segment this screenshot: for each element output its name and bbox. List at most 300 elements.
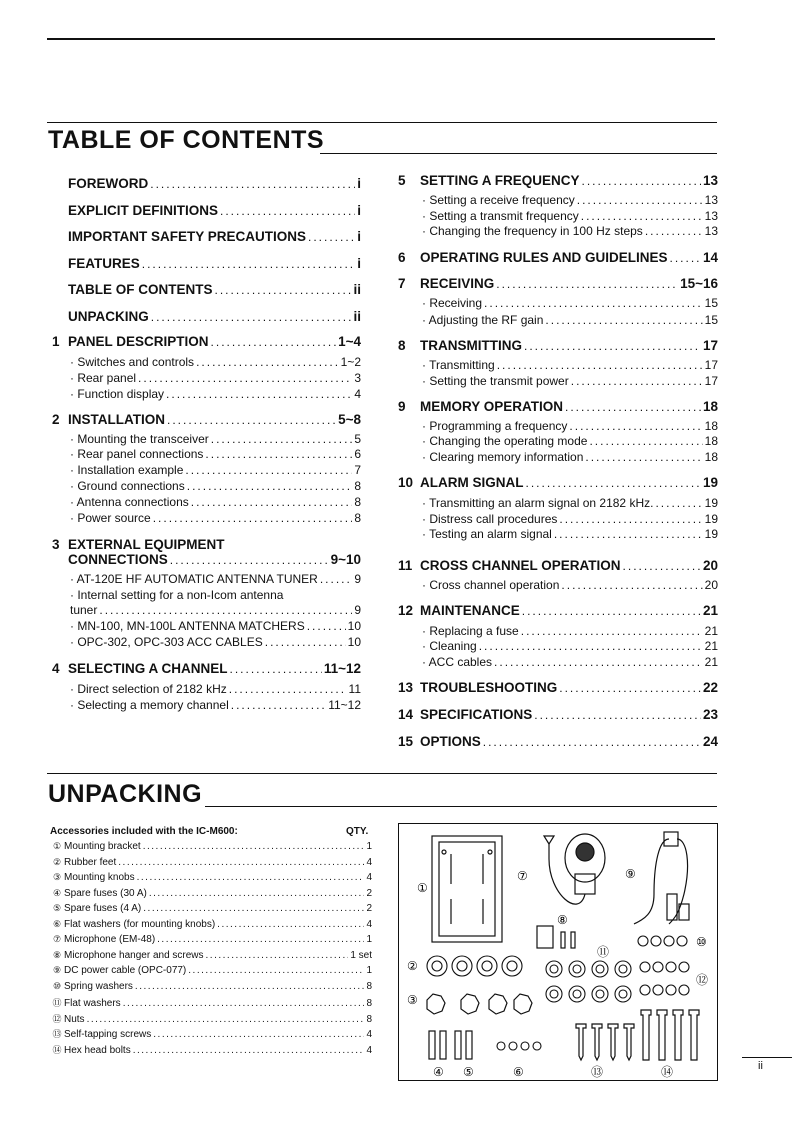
accessory-number: ⑪ [52, 998, 62, 1008]
accessory-name: Mounting knobs [64, 872, 135, 883]
toc-leader [231, 698, 326, 712]
toc-leader [205, 447, 352, 461]
accessory-qty: 4 [366, 1029, 372, 1040]
toc-leader [484, 296, 703, 310]
accessory-name: DC power cable (OPC-077) [64, 965, 187, 976]
toc-title: · Testing an alarm signal [422, 527, 552, 541]
toc-leader [582, 174, 701, 188]
toc-title: · Setting a transmit frequency [422, 209, 579, 223]
accessory-leader [149, 888, 365, 899]
toc-page: 11~12 [328, 698, 361, 712]
toc-subentry [422, 374, 718, 388]
callout-13: ⑬ [591, 1065, 604, 1079]
toc-leader [585, 450, 702, 464]
accessory-name: Self-tapping screws [64, 1029, 152, 1040]
toc-page: 19 [702, 475, 718, 490]
toc-leader [623, 559, 701, 573]
toc-page: 5 [354, 432, 361, 446]
toc-leader [521, 624, 703, 638]
toc-number: 13 [398, 680, 414, 695]
accessory-name: Rubber feet [64, 856, 117, 868]
toc-title: IMPORTANT SAFETY PRECAUTIONS [68, 229, 307, 244]
toc-entry [398, 276, 718, 291]
toc-title: · AT-120E HF AUTOMATIC ANTENNA TUNER [70, 572, 318, 586]
accessory-leader [143, 841, 365, 852]
toc-leader [307, 619, 346, 633]
toc-subentry [70, 355, 361, 369]
toc-title: · Function display [70, 387, 165, 401]
callout-12: ⑫ [696, 973, 709, 987]
accessory-qty: 8 [366, 1013, 372, 1025]
toc-page: 14 [702, 250, 718, 265]
toc-page: 21 [704, 639, 718, 653]
toc-leader [483, 735, 701, 749]
accessory-name: Microphone hanger and screws [64, 949, 204, 961]
toc-page: 10 [347, 635, 361, 649]
toc-title: · Power source [70, 511, 151, 525]
accessory-name: Spring washers [64, 980, 133, 992]
accessory-qty: 1 set [350, 949, 372, 961]
toc-page: 15 [704, 313, 718, 327]
toc-entry [68, 282, 361, 297]
toc-number: 5 [398, 173, 406, 188]
toc-page: 22 [702, 680, 718, 695]
toc-leader [569, 419, 702, 433]
dc-cable-icon [634, 832, 689, 924]
toc-title: SETTING A FREQUENCY [420, 173, 580, 188]
toc-subentry [70, 572, 361, 586]
accessory-name: Nuts [64, 1013, 85, 1025]
accessory-number: ② [52, 856, 62, 867]
accessory-qty: 8 [366, 998, 372, 1009]
toc-subentry [422, 655, 718, 669]
accessory-leader [135, 981, 365, 992]
toc-title: · Transmitting an alarm signal on 2182 kHz. [422, 496, 654, 510]
page-number: ii [758, 1060, 763, 1072]
toc-page: 7 [354, 463, 361, 477]
toc-title: · Rear panel [70, 371, 137, 385]
toc-page: 9 [354, 572, 361, 586]
toc-entry [398, 250, 718, 265]
toc-subentry [70, 603, 361, 617]
toc-page: 10 [347, 619, 361, 633]
toc-leader [185, 463, 352, 477]
toc-leader [559, 512, 702, 526]
toc-entry [68, 229, 361, 244]
toc-entry [398, 338, 718, 353]
toc-title: TRANSMITTING [420, 338, 522, 353]
toc-entry [52, 537, 361, 552]
accessory-qty: 4 [366, 872, 372, 883]
callout-4: ④ [433, 1065, 444, 1079]
toc-subentry [422, 624, 718, 638]
accessory-number: ⑦ [52, 934, 62, 944]
accessory-qty: 2 [366, 887, 372, 899]
toc-subentry [70, 387, 361, 401]
toc-title: RECEIVING [420, 276, 495, 291]
toc-title: FOREWORD [68, 176, 149, 191]
toc-page: 1~4 [338, 334, 361, 349]
toc-page: 17 [704, 358, 718, 372]
accessory-number: ③ [52, 872, 62, 882]
accessory-leader [143, 903, 364, 914]
toc-page: 9~10 [330, 552, 361, 567]
accessory-leader [217, 919, 364, 930]
toc-leader [167, 413, 336, 427]
toc-page: 8 [354, 479, 361, 493]
unpacking-title: UNPACKING [48, 780, 203, 808]
toc-page: 13 [704, 224, 718, 238]
accessory-number: ① [52, 841, 62, 851]
toc-number: 1 [52, 334, 60, 349]
toc-title: CONNECTIONS [68, 552, 168, 567]
toc-page: ii [353, 309, 361, 324]
toc-leader [166, 387, 352, 401]
toc-title: · Antenna connections [70, 495, 189, 509]
toc-subentry [422, 578, 718, 592]
toc-title: · Direct selection of 2182 kHz [70, 682, 227, 696]
toc-title: ALARM SIGNAL [420, 475, 524, 490]
toc-leader [150, 177, 355, 191]
toc-number: 2 [52, 412, 60, 427]
toc-title: · OPC-302, OPC-303 ACC CABLES [70, 635, 263, 649]
mounting-bracket-icon [432, 836, 502, 942]
toc-entry [68, 309, 361, 324]
accessory-name: Flat washers [64, 998, 121, 1009]
toc-page: 21 [704, 655, 718, 669]
toc-title: SELECTING A CHANNEL [68, 661, 228, 676]
toc-subentry [422, 639, 718, 653]
accessory-qty: 2 [366, 903, 372, 914]
toc-title: · Selecting a memory channel [70, 698, 229, 712]
accessory-leader [206, 950, 349, 961]
toc-title: UNPACKING [68, 309, 149, 324]
toc-subentry [422, 496, 718, 510]
toc-subentry [70, 447, 361, 461]
toc-title: tuner [70, 603, 98, 617]
toc-title: · Replacing a fuse [422, 624, 519, 638]
toc-subentry [70, 432, 361, 446]
toc-leader [526, 476, 701, 490]
toc-leader [211, 432, 353, 446]
toc-leader [308, 230, 355, 244]
toc-leader [138, 371, 352, 385]
toc-page: 15~16 [680, 276, 718, 291]
toc-entry [398, 707, 718, 722]
toc-title: · Adjusting the RF gain [422, 313, 544, 327]
toc-page: 5~8 [338, 412, 361, 427]
toc-page: 23 [702, 707, 718, 722]
toc-entry [68, 176, 361, 191]
toc-page: 3 [354, 371, 361, 385]
accessories-illustration [398, 823, 718, 1081]
toc-leader [545, 313, 702, 327]
toc-entry [52, 334, 361, 349]
toc-title: TABLE OF CONTENTS [68, 282, 213, 297]
toc-title: · Setting a receive frequency [422, 193, 575, 207]
callout-7: ⑦ [517, 869, 528, 883]
toc-leader [220, 204, 355, 218]
toc-number: 9 [398, 399, 406, 414]
toc-subentry [70, 619, 361, 633]
toc-page: 13 [704, 209, 718, 223]
toc-page: 18 [704, 434, 718, 448]
toc-top-rule [47, 122, 717, 123]
accessories-drawing [399, 824, 717, 1080]
toc-title: SPECIFICATIONS [420, 707, 533, 722]
toc-leader [191, 495, 353, 509]
accessory-number: ④ [52, 887, 62, 898]
toc-title: OPERATING RULES AND GUIDELINES [420, 250, 668, 265]
toc-title: · Transmitting [422, 358, 495, 372]
accessory-number: ⑭ [52, 1044, 62, 1055]
toc-page: 17 [704, 374, 718, 388]
toc-number: 11 [398, 558, 413, 573]
callout-3: ③ [407, 993, 418, 1007]
accessory-leader [153, 1029, 364, 1040]
toc-title: EXTERNAL EQUIPMENT [68, 537, 225, 552]
toc-leader [565, 400, 701, 414]
toc-subentry [422, 512, 718, 526]
accessory-qty: 4 [366, 1044, 372, 1056]
accessory-item [50, 965, 372, 977]
toc-leader [151, 310, 352, 324]
toc-title: · Switches and controls [70, 355, 195, 369]
fuses-icon [429, 1031, 472, 1059]
toc-number: 8 [398, 338, 406, 353]
toc-title: CROSS CHANNEL OPERATION [420, 558, 621, 573]
toc-subentry [70, 495, 361, 509]
toc-page: 18 [702, 399, 718, 414]
toc-subentry [422, 224, 718, 238]
toc-subentry [422, 296, 718, 310]
accessory-name: Microphone (EM-48) [64, 934, 156, 945]
accessories-heading: Accessories included with the IC-M600: [50, 826, 238, 837]
toc-leader [320, 572, 352, 586]
toc-title: TROUBLESHOOTING [420, 680, 558, 695]
accessory-name: Mounting bracket [64, 841, 141, 852]
accessory-number: ⑧ [52, 949, 62, 960]
accessory-qty: 1 [366, 965, 372, 976]
toc-title: · Ground connections [70, 479, 185, 493]
accessory-number: ⑤ [52, 903, 62, 913]
accessory-item [50, 857, 372, 869]
toc-title: MAINTENANCE [420, 603, 520, 618]
toc-entry [398, 399, 718, 414]
toc-leader [494, 655, 703, 669]
toc-page: 8 [354, 511, 361, 525]
accessory-item [50, 950, 372, 962]
toc-title: · Changing the frequency in 100 Hz steps [422, 224, 643, 238]
toc-title: · Cleaning [422, 639, 477, 653]
accessory-leader [118, 857, 364, 868]
callout-2: ② [407, 959, 418, 973]
toc-subentry [422, 193, 718, 207]
toc-number: 12 [398, 603, 414, 618]
accessory-item [50, 1043, 372, 1056]
toc-subentry [70, 698, 361, 712]
toc-subentry [70, 479, 361, 493]
accessory-leader [133, 1045, 365, 1056]
toc-leader [534, 708, 701, 722]
toc-number: 10 [398, 475, 414, 490]
toc-leader [524, 339, 701, 353]
toc-subentry [422, 209, 718, 223]
toc-page: 13 [702, 173, 718, 188]
toc-page: 8 [354, 495, 361, 509]
accessory-item [50, 1027, 372, 1040]
toc-number: 4 [52, 661, 60, 676]
callout-9: ⑨ [625, 867, 636, 881]
toc-entry [68, 552, 361, 567]
toc-entry [52, 412, 361, 427]
toc-subentry [422, 450, 718, 464]
toc-title: FEATURES [68, 256, 140, 271]
toc-leader [230, 662, 322, 676]
accessory-number: ⑨ [52, 965, 62, 975]
toc-entry [68, 256, 361, 271]
top-rule [47, 38, 715, 40]
toc-page: 21 [704, 624, 718, 638]
toc-title: · ACC cables [422, 655, 493, 669]
toc-page: i [357, 176, 361, 191]
accessory-item [50, 903, 372, 915]
accessory-item [50, 1012, 372, 1025]
callout-1: ① [417, 881, 428, 895]
callout-10: ⑩ [696, 935, 707, 949]
toc-leader [265, 635, 346, 649]
toc-subentry [70, 635, 361, 649]
mic-hanger-icon [537, 926, 575, 948]
toc-leader [215, 283, 352, 297]
accessory-qty: 1 [366, 841, 372, 852]
accessory-number: ⑬ [52, 1029, 62, 1039]
toc-entry [398, 173, 718, 188]
page-number-rule [742, 1057, 792, 1058]
toc-subentry [70, 511, 361, 525]
toc-leader [170, 553, 329, 567]
toc-page: 21 [702, 603, 718, 618]
toc-page: 6 [354, 447, 361, 461]
toc-leader [229, 682, 347, 696]
callout-11: ⑪ [597, 945, 610, 959]
accessory-item [50, 981, 372, 993]
accessory-item [50, 888, 372, 900]
toc-subentry [70, 588, 361, 602]
callout-8: ⑧ [557, 913, 568, 927]
toc-title: · Setting the transmit power [422, 374, 569, 388]
toc-number: 15 [398, 734, 414, 749]
accessory-name: Spare fuses (4 A) [64, 903, 142, 914]
accessory-leader [188, 965, 364, 976]
toc-title: EXPLICIT DEFINITIONS [68, 203, 219, 218]
toc-page: 18 [704, 419, 718, 433]
toc-leader [561, 578, 702, 592]
accessory-number: ⑫ [52, 1013, 62, 1024]
toc-title: · Clearing memory information [422, 450, 584, 464]
accessory-item [50, 872, 372, 884]
toc-leader [522, 604, 701, 618]
toc-leader [559, 681, 701, 695]
toc-leader [577, 193, 703, 207]
toc-entry [52, 661, 361, 676]
toc-leader [211, 335, 337, 349]
accessory-leader [137, 872, 365, 883]
accessory-item [50, 841, 372, 853]
callout-5: ⑤ [463, 1065, 474, 1079]
accessory-qty: 1 [366, 934, 372, 945]
toc-page: 19 [704, 496, 718, 510]
toc-leader [670, 251, 701, 265]
toc-title: · Receiving [422, 296, 483, 310]
toc-leader [496, 277, 678, 291]
toc-title-rule [320, 153, 717, 154]
toc-leader [479, 639, 703, 653]
toc-subentry [70, 463, 361, 477]
toc-entry [68, 203, 361, 218]
toc-page: 9 [354, 603, 361, 617]
toc-title: · Installation example [70, 463, 184, 477]
toc-entry [398, 734, 718, 749]
callout-6: ⑥ [513, 1065, 524, 1079]
toc-page: i [357, 256, 361, 271]
toc-title: · Programming a frequency [422, 419, 568, 433]
toc-number: 7 [398, 276, 406, 291]
toc-page: 1~2 [340, 355, 361, 369]
toc-title: · Rear panel connections [70, 447, 204, 461]
accessory-item [50, 919, 372, 931]
toc-leader [645, 224, 703, 238]
toc-leader [99, 603, 352, 617]
accessory-number: ⑩ [52, 980, 62, 991]
toc-page: 24 [702, 734, 718, 749]
toc-entry [398, 475, 718, 490]
toc-title: · MN-100, MN-100L ANTENNA MATCHERS [70, 619, 305, 633]
toc-title: MEMORY OPERATION [420, 399, 564, 414]
toc-leader [554, 527, 703, 541]
toc-subentry [422, 358, 718, 372]
toc-page: ii [353, 282, 361, 297]
toc-page: 4 [354, 387, 361, 401]
toc-page: i [357, 203, 361, 218]
callout-14: ⑭ [661, 1065, 674, 1079]
toc-page: 17 [702, 338, 718, 353]
toc-page: 20 [704, 578, 718, 592]
toc-subentry [422, 434, 718, 448]
accessory-leader [123, 998, 365, 1009]
toc-title: · Internal setting for a non-Icom antenna [70, 588, 284, 602]
toc-leader [581, 209, 703, 223]
accessories-qty-label: QTY. [346, 826, 369, 837]
accessory-item [50, 934, 372, 946]
toc-number: 6 [398, 250, 406, 265]
toc-entry [398, 603, 718, 618]
toc-page: 15 [704, 296, 718, 310]
toc-title: INSTALLATION [68, 412, 165, 427]
accessory-name: Flat washers (for mounting knobs) [64, 918, 216, 930]
microphone-icon [544, 834, 605, 904]
toc-leader [589, 434, 702, 448]
toc-entry [398, 680, 718, 695]
toc-page: i [357, 229, 361, 244]
toc-number: 14 [398, 707, 414, 722]
unpacking-top-rule [47, 773, 717, 774]
toc-page: 11 [348, 682, 361, 696]
toc-subentry [422, 313, 718, 327]
accessory-qty: 4 [366, 918, 372, 930]
accessory-leader [87, 1014, 365, 1025]
accessory-leader [157, 934, 364, 945]
